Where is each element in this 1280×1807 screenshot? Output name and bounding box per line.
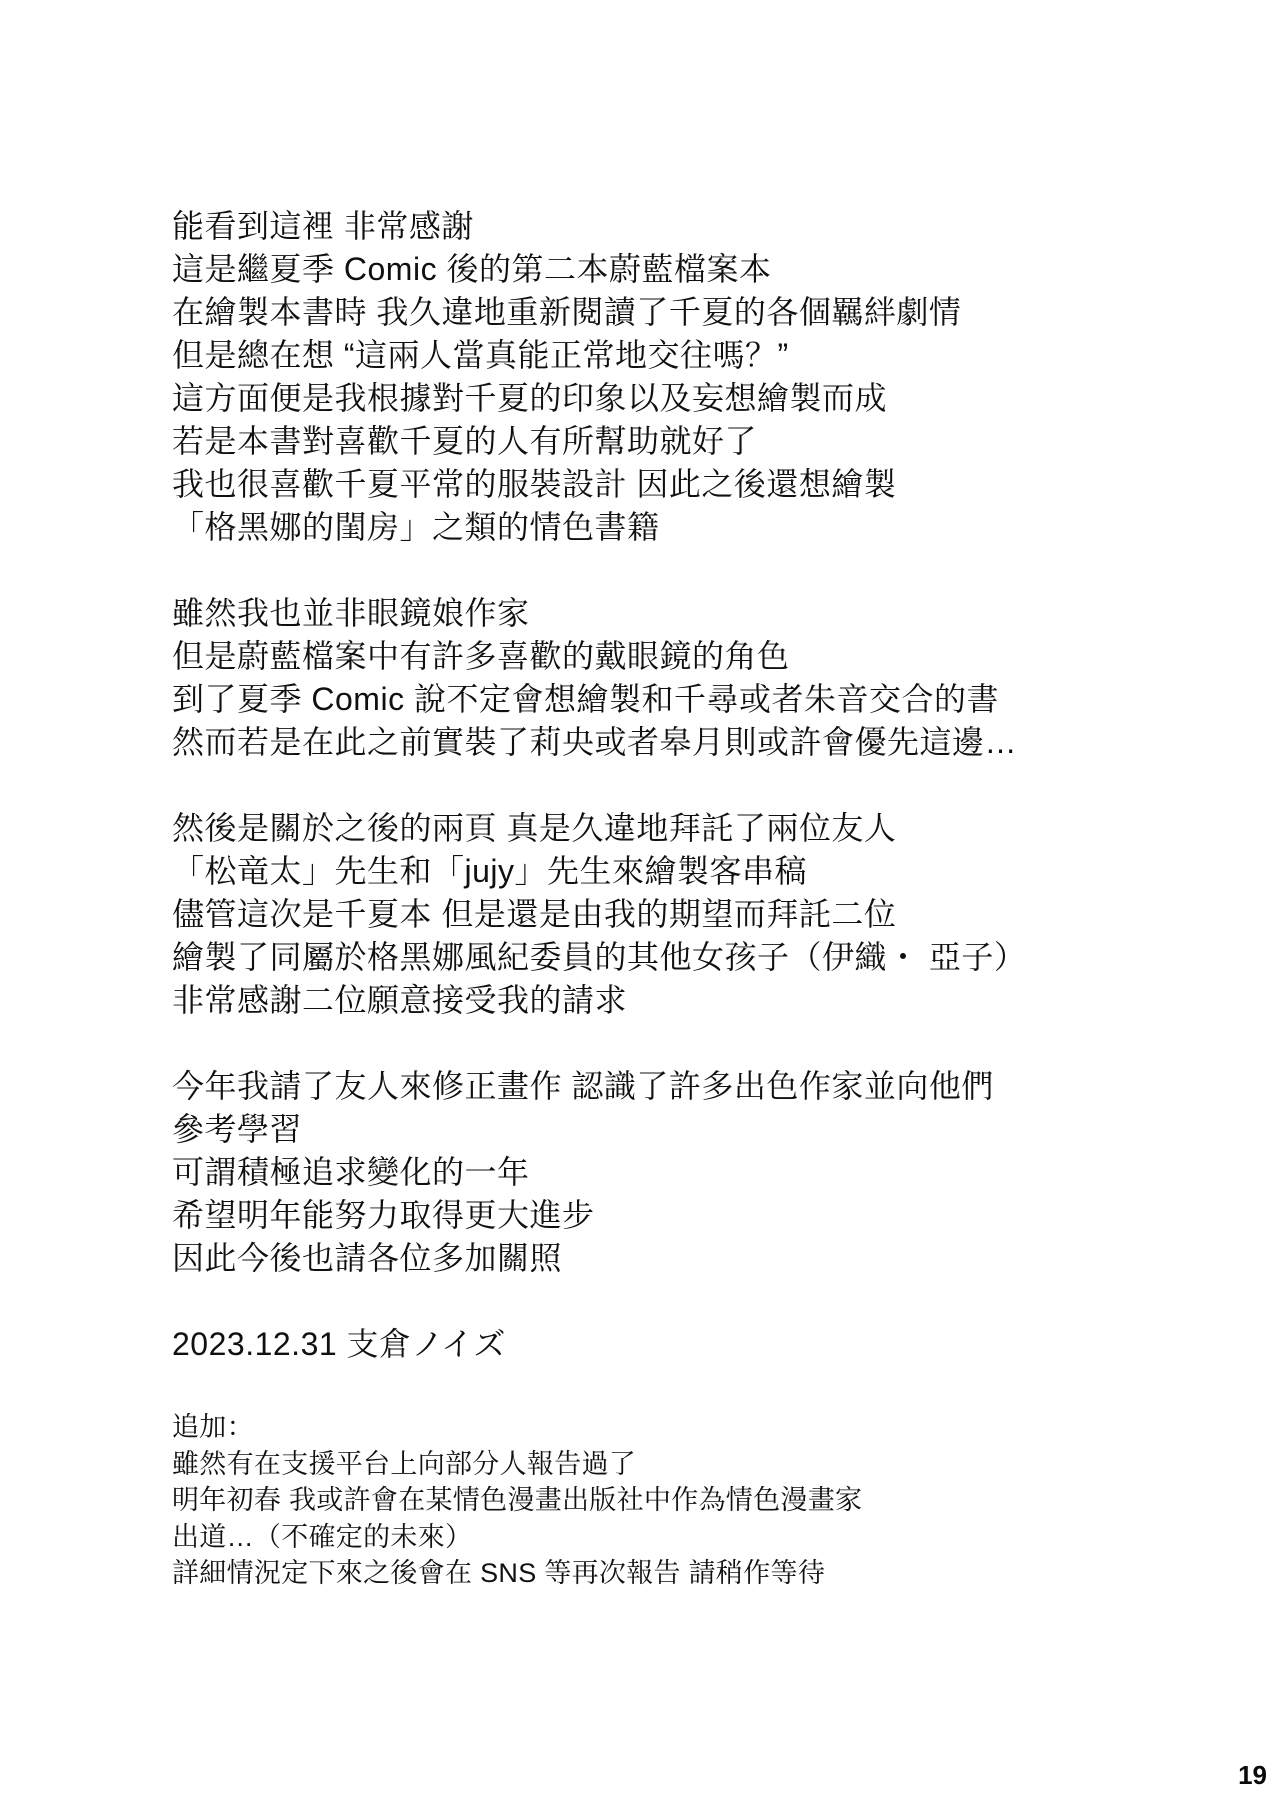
afterword-paragraph-4 — [172, 1065, 1182, 1280]
afterword-line: 但是蔚藍檔案中有許多喜歡的戴眼鏡的角色 — [172, 638, 790, 674]
afterword-line: 希望明年能努力取得更大進步 — [172, 1197, 595, 1233]
afterword-line: 能看到這裡 非常感謝 — [172, 208, 474, 244]
afterword-line: 參考學習 — [172, 1111, 303, 1147]
signature-block — [172, 1323, 1182, 1366]
addendum-line: 雖然有在支援平台上向部分人報告過了 — [172, 1448, 637, 1479]
afterword-line: 可謂積極追求變化的一年 — [172, 1154, 530, 1190]
addendum-line: 詳細情況定下來之後會在 SNS 等再次報告 請稍作等待 — [172, 1558, 826, 1588]
signature-line: 2023.12.31 支倉ノイズ — [172, 1326, 506, 1362]
addendum-line: 明年初春 我或許會在某情色漫畫出版社中作為情色漫畫家 — [172, 1485, 863, 1515]
afterword-line: 我也很喜歡千夏平常的服裝設計 因此之後還想繪製 — [172, 466, 897, 502]
afterword-line: 儘管這次是千夏本 但是還是由我的期望而拜託二位 — [172, 896, 897, 932]
afterword-line: 然而若是在此之前實裝了莉央或者皋月則或許會優先這邊… — [172, 724, 1018, 760]
page-number: 19 — [1238, 1760, 1267, 1790]
afterword-line: 「格黑娜的閨房」之類的情色書籍 — [172, 509, 660, 545]
afterword-line: 到了夏季 Comic 說不定會想繪製和千尋或者朱音交合的書 — [172, 681, 999, 717]
afterword-line: 非常感謝二位願意接受我的請求 — [172, 982, 628, 1018]
afterword-text — [172, 205, 1182, 1635]
afterword-line: 今年我請了友人來修正畫作 認識了許多出色作家並向他們 — [172, 1068, 994, 1104]
addendum-line: 追加： — [172, 1412, 254, 1442]
addendum-block — [172, 1409, 1182, 1592]
afterword-line: 然後是關於之後的兩頁 真是久違地拜託了兩位友人 — [172, 810, 897, 846]
afterword-line: 在繪製本書時 我久違地重新閱讀了千夏的各個羈絆劇情 — [172, 294, 962, 330]
afterword-line: 繪製了同屬於格黑娜風紀委員的其他女孩子（伊織・ 亞子） — [172, 939, 1027, 975]
afterword-line: 若是本書對喜歡千夏的人有所幫助就好了 — [172, 423, 758, 459]
addendum-line: 出道…（不確定的未來） — [172, 1521, 473, 1552]
afterword-paragraph-3 — [172, 807, 1182, 1022]
afterword-line: 因此今後也請各位多加關照 — [172, 1240, 563, 1276]
afterword-line: 雖然我也並非眼鏡娘作家 — [172, 595, 530, 631]
afterword-paragraph-1 — [172, 205, 1182, 549]
afterword-paragraph-2 — [172, 592, 1182, 764]
afterword-line: 「松竜太」先生和「jujy」先生來繪製客串稿 — [172, 853, 808, 889]
afterword-line: 但是總在想 “這兩人當真能正常地交往嗎？” — [172, 337, 789, 373]
afterword-line: 這是繼夏季 Comic 後的第二本蔚藍檔案本 — [172, 251, 772, 287]
afterword-line: 這方面便是我根據對千夏的印象以及妄想繪製而成 — [172, 380, 888, 416]
